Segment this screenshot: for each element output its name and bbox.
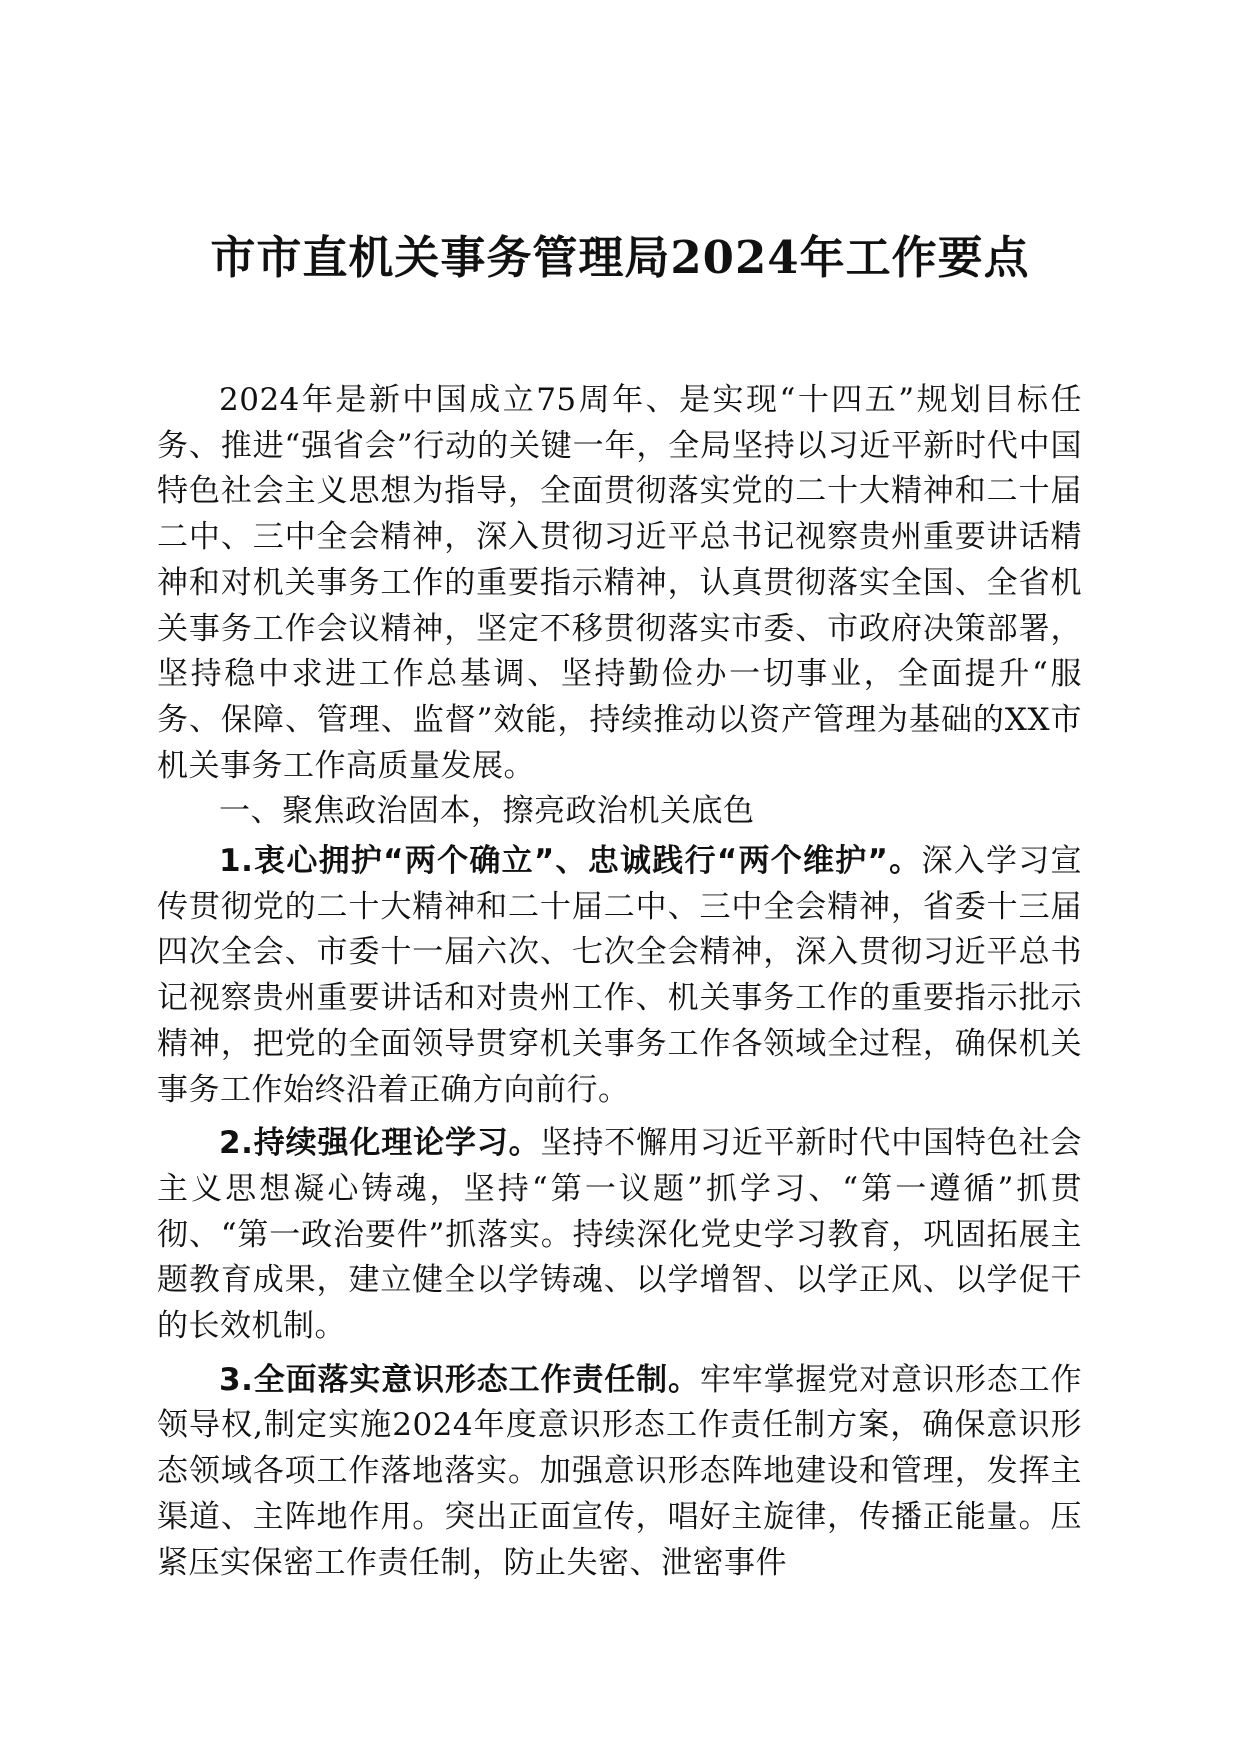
intro-paragraph: 2024年是新中国成立75周年、是实现“十四五”规划目标任务、推进“强省会”行动的关键一年，全局坚持以习近平新时代中国特色社会主义思想为指导，全面贯彻落实党的二十大精神和二十届二中、三中全会精神，深入贯彻习近平总书记视察贵州重要讲话精神和对机关事务工作的重要指示精神，认真贯彻落实全国、全省机关事务工作会议精神，坚定不移贯彻落实市委、市政府决策部署，坚持稳中求进工作总基调、坚持勤俭办一切事业，全面提升“服务、保障、管理、监督”效能，持续推动以资产管理为基础的XX市机关事务工作高质量发展。 bbox=[157, 382, 1082, 784]
item-text-2: 坚持不懈用习近平新时代中国特色社会主义思想凝心铸魂，坚持“第一议题”抓学习、“第一遵循”抓贯彻、“第一政治要件”抓落实。持续深化党史学习教育，巩固拓展主题教育成果，建立健全以学铸魂、以学增智、以学正风、以学促干的长效机制。 bbox=[157, 1125, 1082, 1345]
item-paragraph-3 bbox=[157, 1358, 1082, 1587]
item-lead-1: 1.衷心拥护“两个确立”、忠诚践行“两个维护”。 bbox=[219, 843, 922, 880]
document-title: 市市直机关事务管理局2024年工作要点 bbox=[210, 231, 1030, 284]
section-heading: 一、聚焦政治固本，擦亮政治机关底色 bbox=[219, 793, 755, 830]
item-text-3: 牢牢掌握党对意识形态工作领导权,制定实施2024年度意识形态工作责任制方案，确保意识形态领域各项工作落地落实。加强意识形态阵地建设和管理，发挥主渠道、主阵地作用。突出正面宣传，唱好主旋律，传播正能量。压紧压实保密工作责任制，防止失密、泄密事件 bbox=[157, 1361, 1082, 1581]
item-paragraph-1 bbox=[157, 839, 1082, 1113]
document-body bbox=[157, 378, 1082, 1586]
item-text-1: 深入学习宣传贯彻党的二十大精神和二十届二中、三中全会精神，省委十三届四次全会、市委十一届六次、七次全会精神，深入贯彻习近平总书记视察贵州重要讲话和对贵州工作、机关事务工作的重要指示批示精神，把党的全面领导贯穿机关事务工作各领域全过程，确保机关事务工作始终沿着正确方向前行。 bbox=[157, 843, 1082, 1108]
item-lead-2: 2.持续强化理论学习。 bbox=[219, 1125, 541, 1162]
item-paragraph-2 bbox=[157, 1121, 1082, 1350]
item-lead-3: 3.全面落实意识形态工作责任制。 bbox=[219, 1361, 700, 1398]
